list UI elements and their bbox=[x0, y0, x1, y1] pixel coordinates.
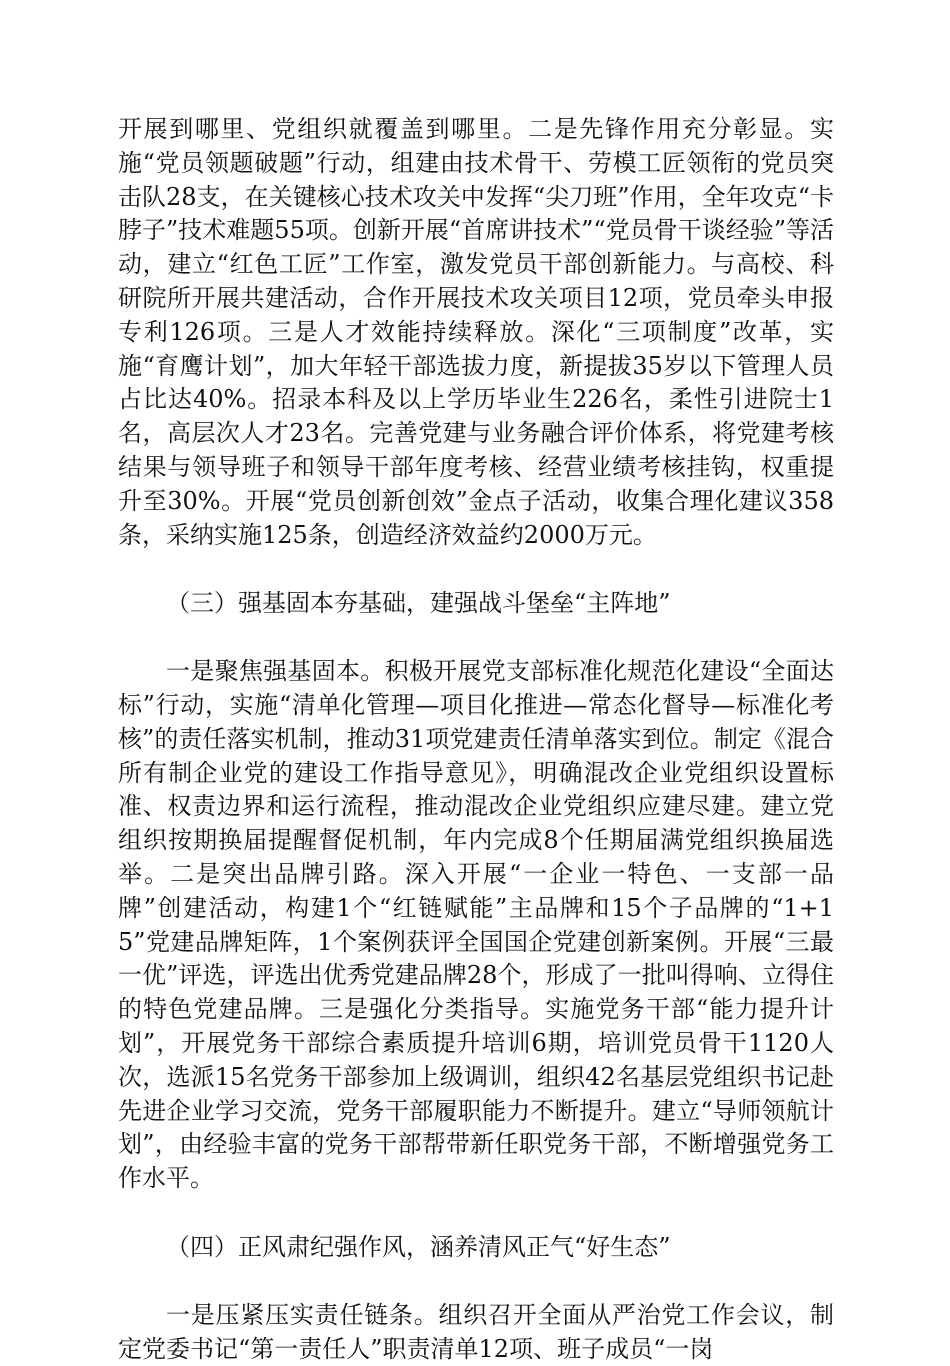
body-paragraph: 一是压紧压实责任链条。组织召开全面从严治党工作会议，制定党委书记“第一责任人”职责清单12项、班子成员“一岗 bbox=[118, 1300, 834, 1363]
body-paragraph: 一是聚焦强基固本。积极开展党支部标准化规范化建设“全面达标”行动，实施“清单化管理—项目化推进—常态化督导—标准化考核”的责任落实机制，推动31项党建责任清单落实到位。制定《混合所有制企业党的建设工作指导意见》，明确混改企业党组织设置标准、权责边界和运行流程，推动混改企业党组织应建尽建。建立党组织按期换届提醒督促机制，年内完成8个任期届满党组织换届选举。二是突出品牌引路。深入开展“一企业一特色、一支部一品牌”创建活动，构建1个“红链赋能”主品牌和15个子品牌的“1+15”党建品牌矩阵，1个案例获评全国国企党建创新案例。开展“三最一优”评选，评选出优秀党建品牌28个，形成了一批叫得响、立得住的特色党建品牌。三是强化分类指导。实施党务干部“能力提升计划”，开展党务干部综合素质提升培训6期，培训党员骨干1120人次，选派15名党务干部参加上级调训，组织42名基层党组织书记赴先进企业学习交流，党务干部履职能力不断提升。建立“导师领航计划”，由经验丰富的党务干部帮带新任职党务干部，不断增强党务工作水平。 bbox=[118, 657, 834, 1193]
section-heading: （四）正风肃纪强作风，涵养清风正气“好生态” bbox=[166, 1232, 671, 1261]
section-heading: （三）强基固本夯基础，建强战斗堡垒“主阵地” bbox=[166, 589, 671, 618]
body-paragraph: 开展到哪里、党组织就覆盖到哪里。二是先锋作用充分彰显。实施“党员领题破题”行动，组建由技术骨干、劳模工匠领衔的党员突击队28支，在关键核心技术攻关中发挥“尖刀班”作用，全年攻克“卡脖子”技术难题55项。创新开展“首席讲技术”“党员骨干谈经验”等活动，建立“红色工匠”工作室，激发党员干部创新能力。与高校、科研院所开展共建活动，合作开展技术攻关项目12项，党员牵头申报专利126项。三是人才效能持续释放。深化“三项制度”改革，实施“育鹰计划”，加大年轻干部选拔力度，新提拔35岁以下管理人员占比达40%。招录本科及以上学历毕业生226名，柔性引进院士1名，高层次人才23名。完善党建与业务融合评价体系，将党建考核结果与领导班子和领导干部年度考核、经营业绩考核挂钩，权重提升至30%。开展“党员创新创效”金点子活动，收集合理化建议358条，采纳实施125条，创造经济效益约2000万元。 bbox=[118, 115, 834, 549]
document-page bbox=[118, 113, 834, 1366]
